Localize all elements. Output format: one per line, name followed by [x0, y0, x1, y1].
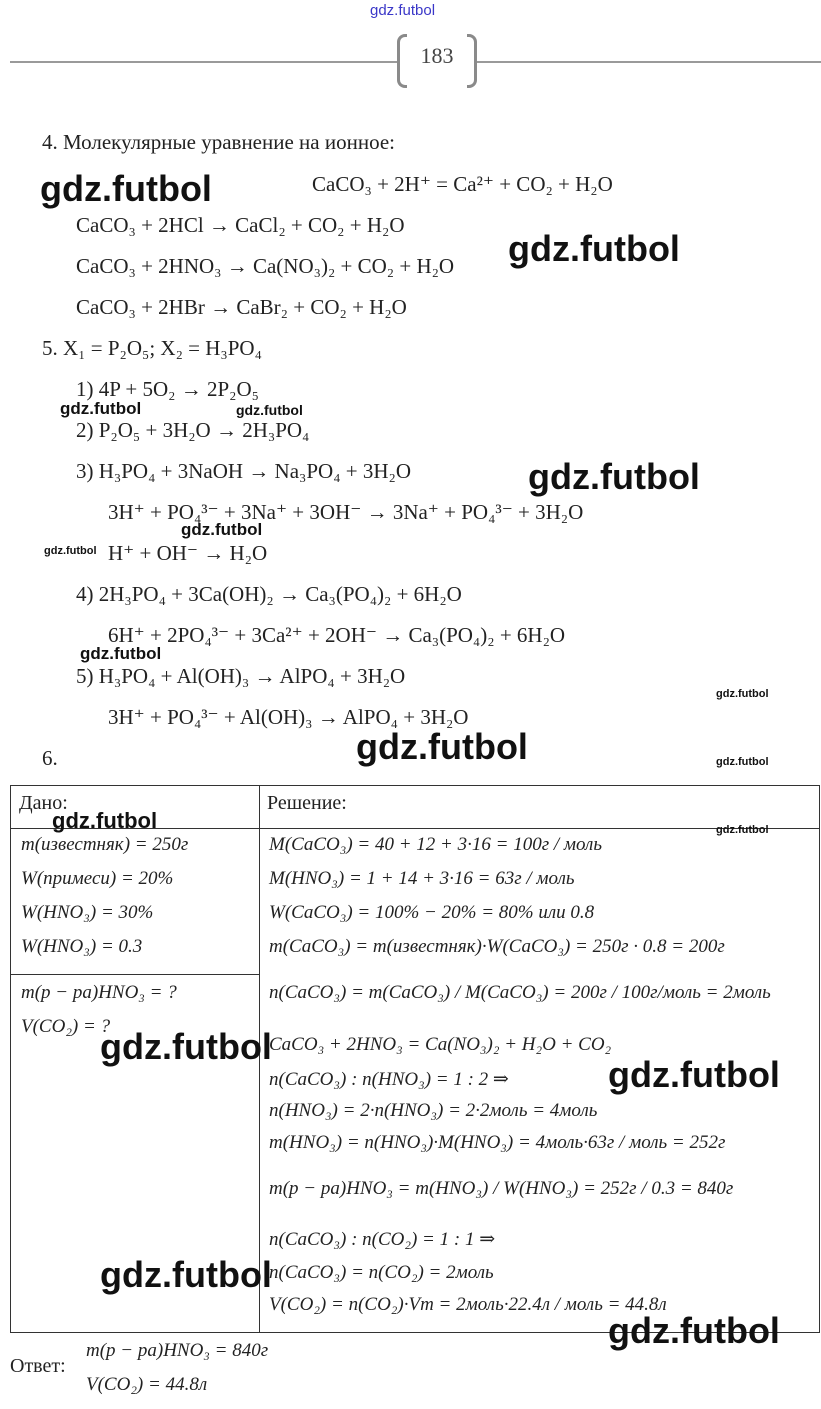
table-given-find-divider [11, 974, 259, 975]
given-header: Дано: [19, 792, 68, 814]
solution-line: M(CaCO₃) = 40 + 12 + 3·16 = 100г / моль [269, 834, 602, 855]
watermark: gdz.futbol [80, 644, 162, 663]
given-item: W(HNO₃) = 30% [21, 902, 154, 923]
watermark: gdz.futbol [181, 520, 263, 539]
answer-line: V(CO₂) = 44.8л [86, 1374, 208, 1395]
task5-step2: 2) P₂O₅ + 3H₂O → 2H₃PO₄ [76, 418, 310, 442]
watermark: gdz.futbol [44, 545, 97, 557]
solution-line: n(CaCO₃) : n(CO₂) = 1 : 1 ⇒ [269, 1229, 496, 1250]
solution-line: m(HNO₃) = n(HNO₃)·M(HNO₃) = 4моль·63г / моль = 252г [269, 1132, 726, 1153]
header-rule-right [477, 61, 821, 63]
solution-line: n(CaCO₃) = n(CO₂) = 2моль [269, 1262, 494, 1283]
watermark: gdz.futbol [608, 1310, 780, 1351]
watermark: gdz.futbol [528, 456, 700, 497]
watermark: gdz.futbol [716, 688, 769, 700]
task5-step1: 1) 4P + 5O₂ → 2P₂O₅ [76, 377, 259, 401]
watermark: gdz.futbol [356, 726, 528, 767]
watermark: gdz.futbol [100, 1026, 272, 1067]
task5-step3-short: H⁺ + OH⁻ → H₂O [108, 541, 268, 565]
task6-title: 6. [42, 746, 58, 770]
task4-title: 4. Молекулярные уравнение на ионное: [42, 130, 395, 154]
task5-step3-ionic: 3H⁺ + PO₄³⁻ + 3Na⁺ + 3OH⁻ → 3Na⁺ + PO₄³⁻ + 3H₂O [108, 500, 584, 524]
solution-line: CaCO₃ + 2HNO₃ = Ca(NO₃)₂ + H₂O + CO₂ [269, 1034, 612, 1055]
solution-line: M(HNO₃) = 1 + 14 + 3·16 = 63г / моль [269, 868, 575, 889]
solution-line: V(CO₂) = n(CO₂)·Vm = 2моль·22.4л / моль = 44.8л [269, 1294, 667, 1315]
solution-line: n(CaCO₃) = m(CaCO₃) / M(CaCO₃) = 200г / 100г/моль = 2моль [269, 982, 771, 1003]
task4-ionic: CaCO₃ + 2H⁺ = Ca²⁺ + CO₂ + H₂O [312, 172, 613, 196]
header-rule-left [10, 61, 398, 63]
task4-eq3: CaCO₃ + 2HBr → CaBr₂ + CO₂ + H₂O [76, 295, 407, 319]
given-item: m(известняк) = 250г [21, 834, 189, 855]
given-item: W(примеси) = 20% [21, 868, 174, 889]
watermark: gdz.futbol [52, 808, 158, 833]
watermark: gdz.futbol [40, 168, 212, 209]
answer-line: m(p − pa)HNO₃ = 840г [86, 1340, 269, 1361]
header-site-link[interactable]: gdz.futbol [370, 2, 436, 19]
watermark: gdz.futbol [508, 228, 680, 269]
find-item: V(CO₂) = ? [21, 1016, 111, 1037]
given-item: W(HNO₃) = 0.3 [21, 936, 143, 957]
task5-step5: 5) H₃PO₄ + Al(OH)₃ → AlPO₄ + 3H₂O [76, 664, 406, 688]
watermark: gdz.futbol [236, 402, 303, 418]
solution-line: W(CaCO₃) = 100% − 20% = 80% или 0.8 [269, 902, 595, 923]
task5-step4: 4) 2H₃PO₄ + 3Ca(OH)₂ → Ca₃(PO₄)₂ + 6H₂O [76, 582, 462, 606]
task5-title: 5. X₁ = P₂O₅; X₂ = H₃PO₄ [42, 336, 262, 360]
solution-line: m(p − pa)HNO₃ = m(HNO₃) / W(HNO₃) = 252г / 0.3 = 840г [269, 1178, 734, 1199]
solution-line: n(HNO₃) = 2·n(HNO₃) = 2·2моль = 4моль [269, 1100, 598, 1121]
task5-step4-ionic: 6H⁺ + 2PO₄³⁻ + 3Ca²⁺ + 2OH⁻ → Ca₃(PO₄)₂ + 6H₂O [108, 623, 566, 647]
solution-line: n(CaCO₃) : n(HNO₃) = 1 : 2 ⇒ [269, 1069, 509, 1090]
watermark: gdz.futbol [100, 1254, 272, 1295]
watermark: gdz.futbol [60, 399, 142, 418]
watermark: gdz.futbol [608, 1054, 780, 1095]
find-item: m(p − pa)HNO₃ = ? [21, 982, 177, 1003]
watermark: gdz.futbol [716, 756, 769, 768]
solution-header: Решение: [267, 792, 347, 814]
task5-step5-ionic: 3H⁺ + PO₄³⁻ + Al(OH)₃ → AlPO₄ + 3H₂O [108, 705, 469, 729]
task5-step3: 3) H₃PO₄ + 3NaOH → Na₃PO₄ + 3H₂O [76, 459, 412, 483]
page-number: 183 [420, 43, 454, 68]
answer-label: Ответ: [10, 1355, 66, 1377]
task4-eq1: CaCO₃ + 2HCl → CaCl₂ + CO₂ + H₂O [76, 213, 405, 237]
solution-line: m(CaCO₃) = m(известняк)·W(CaCO₃) = 250г · 0.8 = 200г [269, 936, 725, 957]
task4-eq2: CaCO₃ + 2HNO₃ → Ca(NO₃)₂ + CO₂ + H₂O [76, 254, 455, 278]
page-number-box [397, 34, 477, 88]
watermark: gdz.futbol [716, 824, 769, 836]
